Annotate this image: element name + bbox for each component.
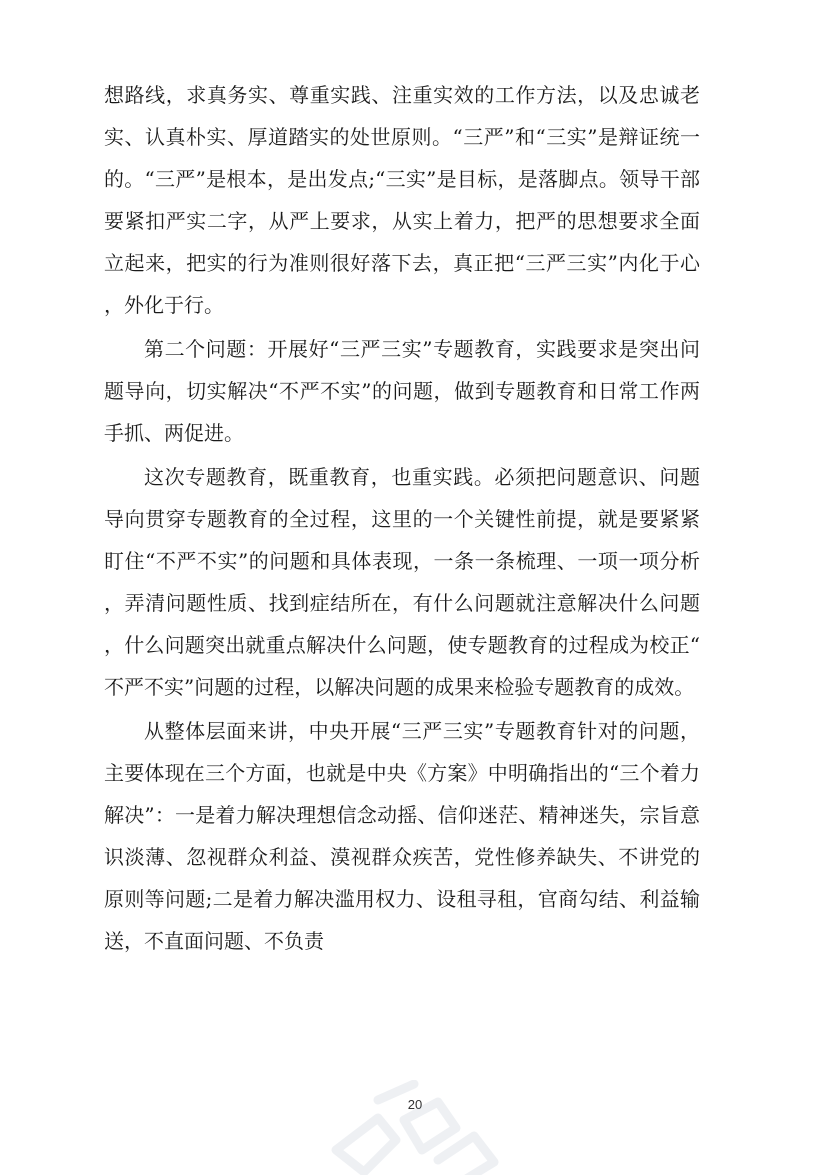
body-text — [104, 74, 700, 962]
paragraph-1: 想路线，求真务实、尊重实践、注重实效的工作方法，以及忠诚老实、认真朴实、厚道踏实的处世原则。“三严”和“三实”是辩证统一的。“三严”是根本，是出发点;“三实”是目标，是落脚点。领导干部要紧扣严实二字，从严上要求，从实上着力，把严的思想要求全面立起来，把实的行为准则很好落下去，真正把“三严三实”内化于心，外化于行。 — [104, 83, 700, 317]
page-number: 20 — [407, 1097, 423, 1112]
paragraph-3: 这次专题教育，既重教育，也重实践。必须把问题意识、问题导向贯穿专题教育的全过程，这里的一个关键性前提，就是要紧紧盯住“不严不实”的问题和具体表现，一条一条梳理、一项一项分析，弄清问题性质、找到症结所在，有什么问题就注意解决什么问题，什么问题突出就重点解决什么问题，使专题教育的过程成为校正“不严不实”问题的过程，以解决问题的成果来检验专题教育的成效。 — [104, 465, 700, 699]
watermark-logo — [318, 1080, 508, 1175]
paragraph-4: 从整体层面来讲，中央开展“三严三实”专题教育针对的问题，主要体现在三个方面，也就是中央《方案》中明确指出的“三个着力解决”：一是着力解决理想信念动摇、信仰迷茫、精神迷失，宗旨意识淡薄、忽视群众利益、漠视群众疾苦，党性修养缺失、不讲党的原则等问题;二是着力解决滥用权力、设租寻租，官商勾结、利益输送，不直面问题、不负责 — [104, 719, 700, 953]
paragraph-2: 第二个问题：开展好“三严三实”专题教育，实践要求是突出问题导向，切实解决“不严不实”的问题，做到专题教育和日常工作两手抓、两促进。 — [104, 337, 700, 445]
